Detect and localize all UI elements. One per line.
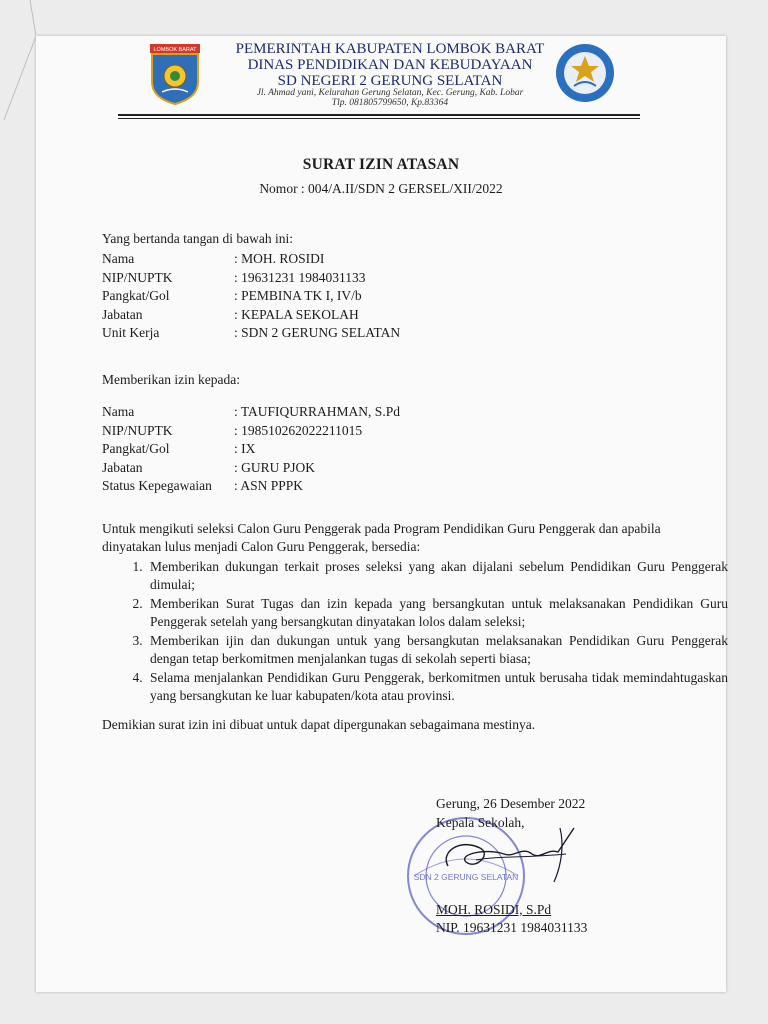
recipient-details (102, 404, 400, 497)
recipient-label: Status Kepegawaian (102, 478, 212, 493)
recipient-label: NIP/NUPTK (102, 422, 173, 438)
signer-row (102, 251, 400, 270)
recipient-value: : TAUFIQURRAHMAN, S.Pd (234, 404, 400, 419)
letterhead-school: SD NEGERI 2 GERUNG SELATAN (277, 72, 503, 89)
recipient-value: : 198510262022211015 (234, 422, 363, 438)
recipient-label: Pangkat/Gol (102, 441, 170, 456)
signer-details (102, 251, 400, 344)
recipient-value: : IX (234, 441, 256, 456)
signer-value: : PEMBINA TK I, IV/b (234, 288, 362, 303)
letterhead-rule-thin (118, 118, 640, 119)
recipient-value: : GURU PJOK (234, 459, 316, 475)
list-item: 4. Selama menjalankan Pendidikan Guru Penggerak, berkomitmen untuk berusaha tidak memindahtugaskan yang bersangkutan ke luar kabupaten/kota atau provinsi. (146, 669, 728, 705)
recipient-row (102, 441, 400, 460)
list-item: 1. Memberikan dukungan terkait proses seleksi yang akan dijalani sebelum Pendidikan Guru Penggerak dimulai; (146, 558, 728, 594)
intro-text: Yang bertanda tangan di bawah ini: (102, 231, 293, 246)
signer-row (102, 307, 400, 326)
document-title: SURAT IZIN ATASAN (302, 156, 460, 173)
letterhead-department: DINAS PENDIDIKAN DAN KEBUDAYAAN (247, 56, 533, 73)
signer-value: : KEPALA SEKOLAH (234, 306, 359, 322)
signer-label: Unit Kerja (102, 325, 160, 340)
list-item: 2. Memberikan Surat Tugas dan izin kepada yang bersangkutan untuk melaksanakan Pendidikan Guru Penggerak setelah yang bersangkutan dinyatakan lolos dalam seleksi; (146, 595, 728, 631)
letterhead-phone: Tlp. 081805799650, Kp.83364 (331, 98, 449, 109)
signer-row (102, 288, 400, 307)
commitment-list (106, 558, 728, 706)
signer-row (102, 270, 400, 289)
closing-text: Demikian surat izin ini dibuat untuk dapat dipergunakan sebagaimana mestinya. (102, 717, 536, 732)
recipient-label: Jabatan (102, 459, 143, 475)
signer-label: Jabatan (102, 306, 143, 322)
lombok-barat-crest-logo (148, 42, 202, 106)
signer-label: Nama (102, 251, 135, 266)
page-fold-shadow (0, 0, 36, 120)
recipient-row (102, 460, 400, 479)
tut-wuri-handayani-logo (552, 42, 618, 104)
body-paragraph: Untuk mengikuti seleksi Calon Guru Penggerak pada Program Pendidikan Guru Penggerak dan apabila dinyatakan lulus menjadi Calon Guru Penggerak, bersedia: (102, 521, 661, 554)
signer-value: : SDN 2 GERUNG SELATAN (234, 325, 401, 340)
recipient-row (102, 478, 400, 497)
recipient-label: Nama (102, 404, 135, 419)
recipient-row (102, 423, 400, 442)
permission-heading: Memberikan izin kepada: (102, 372, 240, 387)
recipient-row (102, 404, 400, 423)
signature-position: Kepala Sekolah, (436, 815, 525, 830)
signer-row (102, 325, 400, 344)
letterhead (214, 42, 566, 109)
letterhead-rule-thick (118, 114, 640, 116)
svg-text:SDN 2 GERUNG SELATAN: SDN 2 GERUNG SELATAN (413, 872, 519, 882)
svg-text:LOMBOK BARAT: LOMBOK BARAT (153, 47, 197, 53)
letter-page (36, 36, 726, 992)
signer-label: NIP/NUPTK (102, 269, 173, 285)
signer-nip: NIP. 19631231 1984031133 (436, 920, 588, 935)
list-item: 3. Memberikan ijin dan dukungan untuk yang bersangkutan melaksanakan Pendidikan Guru Penggerak dengan tetap berkomitmen menjalankan tugas di sekolah seperti biasa; (146, 632, 728, 668)
signer-value: : MOH. ROSIDI (234, 251, 325, 266)
signer-label: Pangkat/Gol (102, 288, 170, 303)
letterhead-government: PEMERINTAH KABUPATEN LOMBOK BARAT (235, 41, 545, 57)
recipient-value: : ASN PPPK (234, 478, 304, 493)
document-number: Nomor : 004/A.II/SDN 2 GERSEL/XII/2022 (259, 181, 503, 196)
signer-value: : 19631231 1984031133 (234, 269, 366, 285)
signer-name: MOH. ROSIDI, S.Pd (436, 902, 552, 917)
signature-place-date: Gerung, 26 Desember 2022 (436, 796, 586, 811)
letterhead-address: Jl. Ahmad yani, Kelurahan Gerung Selatan, Kec. Gerung, Kab. Lobar (256, 88, 524, 99)
